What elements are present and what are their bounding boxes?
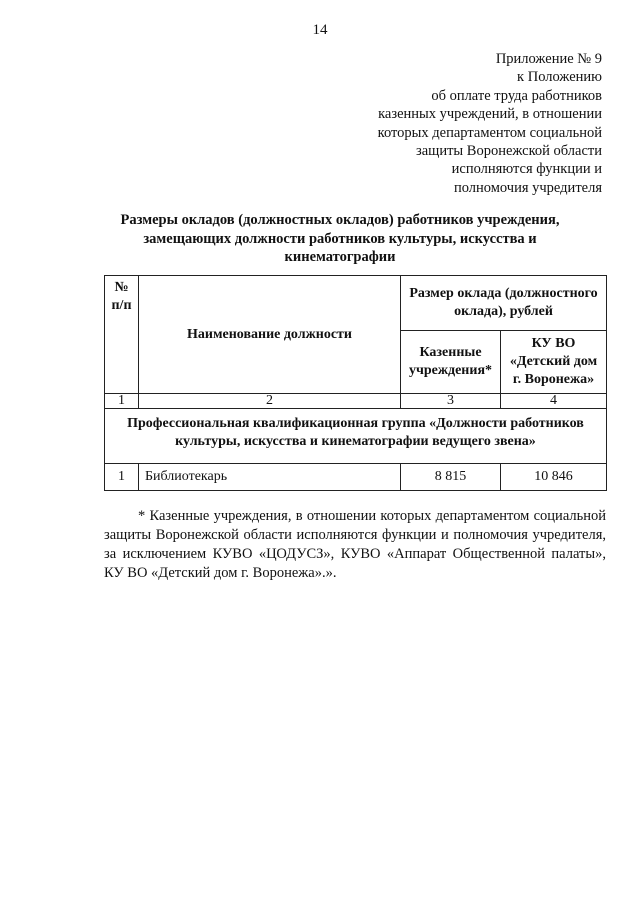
appendix-line: полномочия учредителя xyxy=(453,179,602,196)
appendix-line: к Положению xyxy=(517,69,602,86)
title-line: Размеры окладов (должностных окладов) работников учреждения, xyxy=(120,212,560,228)
index-cell: 2 xyxy=(139,394,401,409)
appendix-line: казенных учреждений, в отношении xyxy=(378,106,602,123)
salary-table xyxy=(104,275,607,491)
header-num: № п/п xyxy=(105,276,139,394)
footnote: * Казенные учреждения, в отношении которых департаментом социальной защиты Воронежской области исполняются функции и полномочия учредителя, за исключением КУВО «ЦОДУСЗ», КУВО «Аппарат Общественной палаты», КУ ВО «Детский дом г. Воронежа».». xyxy=(104,508,606,581)
row-ku-vo-salary: 10 846 xyxy=(501,464,607,491)
appendix-line: которых департаментом социальной xyxy=(377,124,602,141)
appendix-block xyxy=(342,50,602,197)
row-position: Библиотекарь xyxy=(139,464,401,491)
appendix-line: исполняются функции и xyxy=(451,161,602,178)
appendix-line: об оплате труда работников xyxy=(431,87,602,104)
header-position-name: Наименование должности xyxy=(139,276,401,394)
qualification-group-header: Профессиональная квалификационная группа «Должности работников культуры, искусства и кинематографии ведущего звена» xyxy=(105,409,607,464)
title-line: замещающих должности работников культуры, искусства и xyxy=(143,230,537,247)
document-title xyxy=(60,211,620,267)
table-row xyxy=(105,464,607,491)
row-kazennye-salary: 8 815 xyxy=(401,464,501,491)
index-cell: 1 xyxy=(105,394,139,409)
header-salary-size: Размер оклада (должностного оклада), рублей xyxy=(401,276,607,331)
appendix-line: защиты Воронежской области xyxy=(415,143,602,160)
row-num: 1 xyxy=(105,464,139,491)
appendix-line: Приложение № 9 xyxy=(495,51,602,67)
index-cell: 3 xyxy=(401,394,501,409)
page-number: 14 xyxy=(312,22,328,38)
header-kazennye: Казенные учреждения* xyxy=(401,331,501,394)
title-line: кинематографии xyxy=(284,249,396,265)
index-cell: 4 xyxy=(501,394,607,409)
header-ku-vo: КУ ВО «Детский дом г. Воронежа» xyxy=(501,331,607,394)
